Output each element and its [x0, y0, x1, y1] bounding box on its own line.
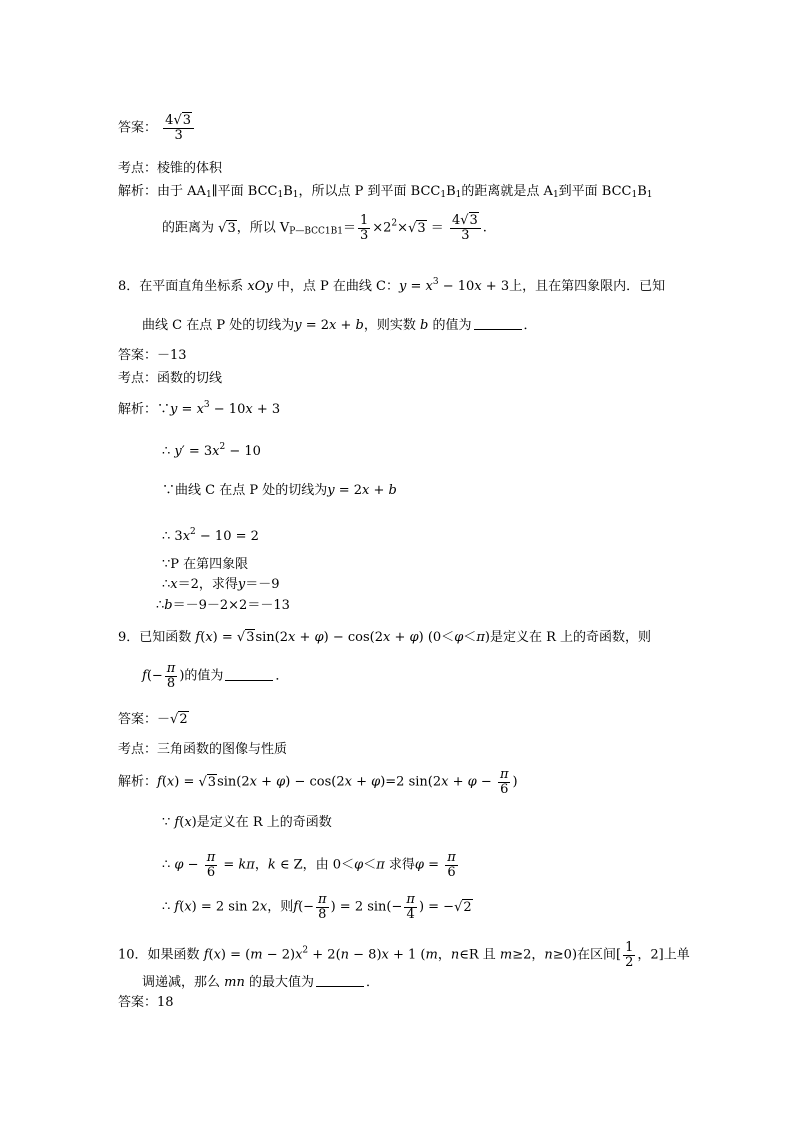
- q10-stem-line2: 调递减，那么 mn 的最大值为 ．: [142, 975, 380, 990]
- q9-answer-blank: [225, 669, 273, 681]
- answer-label: 答案：: [118, 120, 158, 136]
- q7-analysis-line2: 的距离为 √3，所以 $V_{P—BCC1B1}=$ $\frac{1}{3}$ $\times 2^2\times√3$ ＝ $\frac{4√3}{3}$ .: [162, 213, 487, 243]
- q8-answer-blank: [474, 318, 522, 330]
- q9-analysis-step3: ∴ f(x) = 2 sin 2x，则f(− $\frac{\pi}{8}$ ) = 2 sin(− $\frac{\pi}{4}$ ) = −√2: [162, 892, 472, 922]
- q10-answer-blank: [316, 975, 364, 987]
- q8-stem-line2: 曲线 C 在点 P 处的切线为y = 2x + b，则实数 b 的值为 ．: [142, 318, 537, 333]
- q8-analysis-step3: ∵曲线 C 在点 P 处的切线为y = 2x + b: [162, 483, 397, 498]
- q7-answer-fraction: $\frac{4√3}{3}$: [163, 114, 194, 142]
- q9-stem-line2: f(− $\frac{\pi}{8}$ )的值为 ．: [142, 661, 289, 691]
- q8-analysis-step7: ∴b＝－9－2×2＝－13: [156, 598, 290, 613]
- q9-answer: 答案：－√2: [118, 712, 188, 727]
- q9-topic: 考点：三角函数的图像与性质: [118, 742, 288, 757]
- q8-analysis-step2: ∴ $y' = 3x^2 - 10$: [162, 442, 261, 459]
- q7-topic: 考点：棱锥的体积: [118, 161, 223, 176]
- q8-answer: 答案：－13: [118, 348, 187, 363]
- q8-analysis-step5: ∵P 在第四象限: [162, 557, 249, 572]
- q8-stem-line1: 8．在平面直角坐标系 xOy 中，点 P 在曲线 C：$y = x^3 - 10x + 3$上，且在第四象限内．已知: [118, 277, 666, 294]
- q8-topic: 考点：函数的切线: [118, 371, 223, 386]
- q7-analysis-line1: 解析：由于 $AA_1\parallel$平面 $BCC_1B_1$，所以点 P 到平面 $BCC_1B_1$的距离就是点 $A_1$到平面 $BCC_1B_1$: [118, 184, 653, 200]
- q10-stem-line1: 10．如果函数 $f(x) = (m - 2)x^2 + 2(n - 8)x + 1$ (m，n∈R 且 m≥2，n≥0)在区间[ $\frac{1}{2}$ ，2]上单: [118, 940, 690, 970]
- q9-analysis-step0: 解析：f(x) = √3sin(2x + φ) − cos(2x + φ)=2 sin(2x + φ − $\frac{\pi}{6}$ ): [118, 767, 518, 797]
- q8-analysis-step1: 解析：∵y = $x^3 - 10x + 3$: [118, 400, 281, 417]
- q7-answer: [118, 114, 196, 142]
- q8-analysis-step6: ∴x＝2，求得y＝－9: [162, 577, 280, 592]
- q10-answer: 答案：18: [118, 995, 174, 1010]
- q9-stem-line1: 9．已知函数 f(x) = √3sin(2x + φ) − cos(2x + φ) (0＜φ＜π)是定义在 R 上的奇函数，则: [118, 630, 651, 645]
- q9-analysis-step2: ∴ φ − $\frac{\pi}{6}$ = kπ，k ∈ Z，由 0＜φ＜π 求得φ = $\frac{\pi}{6}$: [162, 850, 456, 880]
- q8-analysis-step4: ∴ $3x^2 - 10 = 2$: [162, 527, 259, 544]
- q9-analysis-step1: ∵ f(x)是定义在 R 上的奇函数: [162, 815, 332, 830]
